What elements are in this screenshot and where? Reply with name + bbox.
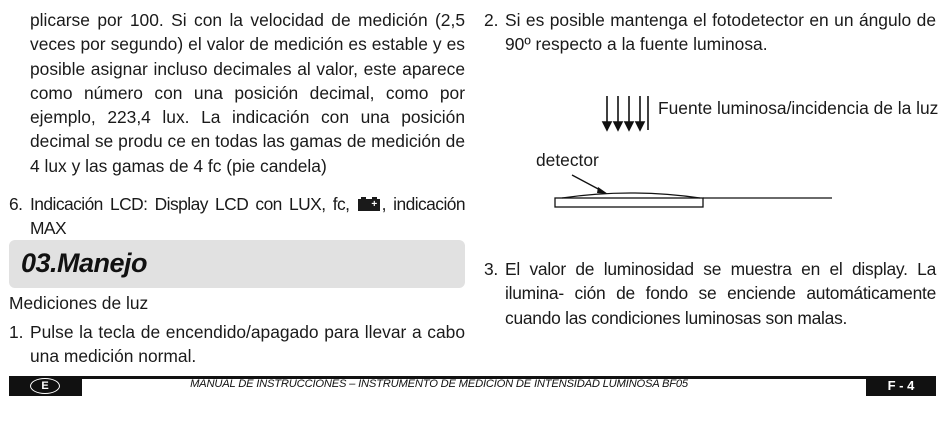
list-item-1-text: Pulse la tecla de encendido/apagado para llevar a cabo una medición normal. — [30, 322, 465, 367]
list-item-6-text-start: Indicación LCD: Display LCD con LUX, fc, — [30, 194, 350, 214]
detector-label: detector — [536, 150, 599, 170]
list-number: 3. — [484, 259, 499, 279]
list-number: 2. — [484, 10, 499, 30]
page-footer — [9, 376, 936, 396]
list-item-1 — [9, 320, 465, 369]
page-number: F - 4 — [866, 376, 936, 396]
list-item-6 — [9, 192, 465, 241]
list-number: 1. — [9, 322, 24, 342]
list-number: 6. — [9, 194, 23, 214]
light-source-label: Fuente luminosa/incidencia de la luz — [658, 98, 939, 118]
detector-diagram — [536, 90, 939, 220]
battery-icon: + — [358, 199, 380, 211]
manual-title: MANUAL DE INSTRUCCIONES – INSTRUMENTO DE MEDICIÓN DE INTENSIDAD LUMINOSA BF05 — [190, 378, 688, 390]
list-item-6-text-end: , indicación MAX — [30, 194, 465, 239]
list-item-2-text: Si es posible mantenga el fotodetector en un ángulo de 90º respecto a la fuente luminosa. — [505, 10, 936, 55]
list-item-2 — [484, 8, 936, 57]
continuation-paragraph: plicarse por 100. Si con la velocidad de medición (2,5 veces por segundo) el valor de medición es estable y es posible asignar incluso decimales al valor, este aparece como número con una posición decimal, como por ejemplo, 223,4 lux. La indicación con una posición decimal se produ ce en todas las gamas de medición de 4 lux y las gamas de 4 fc (pie candela) — [30, 10, 465, 176]
list-item-3 — [484, 257, 936, 330]
list-item-3-text: El valor de luminosidad se muestra en el display. La ilumina- ción de fondo se enciende automáticamente cuando las condiciones luminosas son malas. — [505, 259, 936, 328]
section-header — [9, 240, 465, 288]
section-title: 03.Manejo — [21, 248, 148, 278]
subheading: Mediciones de luz — [9, 293, 149, 313]
language-code: E — [30, 378, 60, 394]
